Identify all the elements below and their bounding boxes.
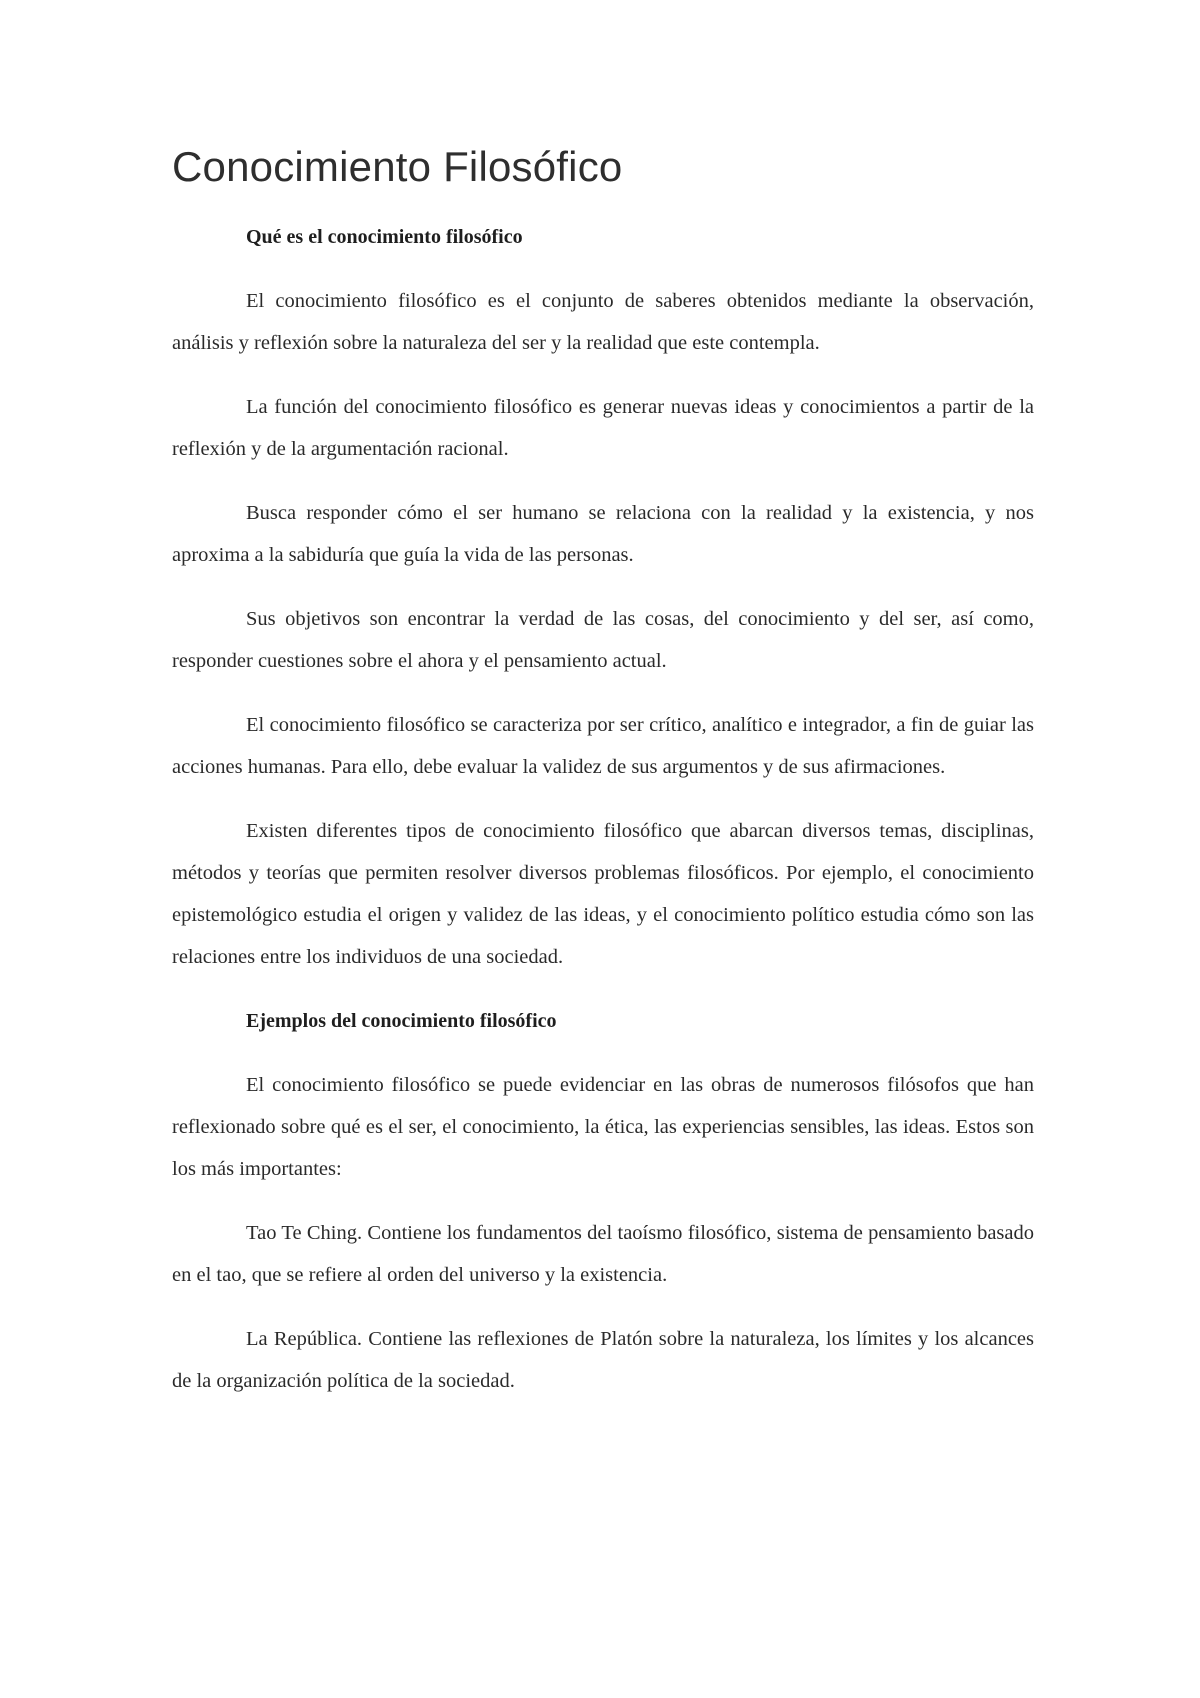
paragraph: La República. Contiene las reflexiones de Platón sobre la naturaleza, los límites y los alcances de la organización política de la sociedad. <box>172 1328 1034 1392</box>
paragraph: El conocimiento filosófico es el conjunto de saberes obtenidos mediante la observación, análisis y reflexión sobre la naturaleza del ser y la realidad que este contempla. <box>172 290 1034 354</box>
document-title: Conocimiento Filosófico <box>172 143 623 190</box>
paragraph: Sus objetivos son encontrar la verdad de las cosas, del conocimiento y del ser, así como, responder cuestiones sobre el ahora y el pensamiento actual. <box>172 608 1034 672</box>
paragraph: El conocimiento filosófico se caracteriza por ser crítico, analítico e integrador, a fin de guiar las acciones humanas. Para ello, debe evaluar la validez de sus argumentos y de sus afirmaciones. <box>172 714 1034 778</box>
paragraph: La función del conocimiento filosófico es generar nuevas ideas y conocimientos a partir de la reflexión y de la argumentación racional. <box>172 396 1034 460</box>
paragraph: Tao Te Ching. Contiene los fundamentos del taoísmo filosófico, sistema de pensamiento basado en el tao, que se refiere al orden del universo y la existencia. <box>172 1222 1034 1286</box>
paragraph: Existen diferentes tipos de conocimiento filosófico que abarcan diversos temas, disciplinas, métodos y teorías que permiten resolver diversos problemas filosóficos. Por ejemplo, el conocimiento epistemológico estudia el origen y validez de las ideas, y el conocimiento político estudia cómo son las relaciones entre los individuos de una sociedad. <box>172 820 1034 968</box>
document-page <box>172 140 1034 1424</box>
paragraph: Busca responder cómo el ser humano se relaciona con la realidad y la existencia, y nos aproxima a la sabiduría que guía la vida de las personas. <box>172 502 1034 566</box>
section-heading-ejemplos: Ejemplos del conocimiento filosófico <box>246 1010 557 1032</box>
section-heading-que-es: Qué es el conocimiento filosófico <box>246 226 523 248</box>
paragraph: El conocimiento filosófico se puede evidenciar en las obras de numerosos filósofos que han reflexionado sobre qué es el ser, el conocimiento, la ética, las experiencias sensibles, las ideas. Estos son los más importantes: <box>172 1074 1034 1180</box>
